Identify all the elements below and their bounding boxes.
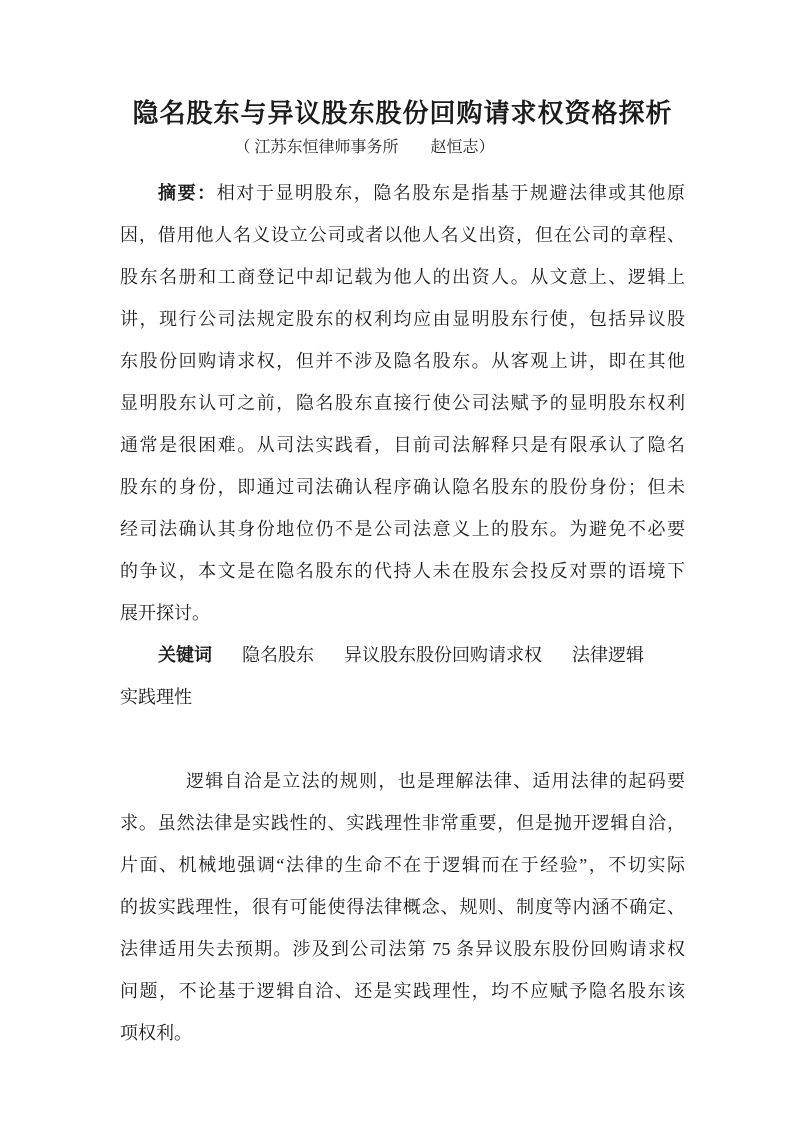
- abstract-label: 摘要：: [158, 183, 217, 203]
- keyword-term: 隐名股东: [242, 645, 314, 665]
- body-paragraph-line: 逻辑自洽是立法的规则，也是理解法律、适用法律的起码要: [186, 771, 685, 791]
- keywords-line: [120, 634, 685, 676]
- abstract-line: 经司法确认其身份地位仍不是公司法意义上的股东。为避免不必要: [120, 519, 685, 539]
- keywords-label: 关键词: [158, 645, 212, 665]
- abstract-last-line: 展开探讨。: [120, 603, 210, 623]
- abstract-line: 显明股东认可之前，隐名股东直接行使公司法赋予的显明股东权利: [120, 393, 685, 413]
- abstract-text: 相对于显明股东，隐名股东是指基于规避法律或其他原: [216, 183, 685, 203]
- document-body: [120, 172, 685, 1054]
- blank-line: [120, 718, 685, 760]
- abstract-line: 东股份回购请求权，但并不涉及隐名股东。从客观上讲，即在其他: [120, 351, 685, 371]
- body-paragraph-last-line: 项权利。: [120, 1023, 192, 1043]
- abstract-line: 讲，现行公司法规定股东的权利均应由显明股东行使，包括异议股: [120, 309, 685, 329]
- body-paragraph-line: 问题，不论基于逻辑自洽、还是实践理性，均不应赋予隐名股东该: [120, 981, 685, 1001]
- author-byline: （ 江苏东恒律师事务所 赵恒志）: [234, 139, 495, 156]
- abstract-line: [120, 172, 685, 214]
- abstract-line: 因，借用他人名义设立公司或者以他人名义出资，但在公司的章程、: [120, 225, 685, 245]
- keyword-term-wrapped: 实践理性: [120, 687, 192, 707]
- abstract-line: 股东的身份，即通过司法确认程序确认隐名股东的股份身份；但未: [120, 477, 685, 497]
- body-paragraph-line: 法律适用失去预期。涉及到公司法第 75 条异议股东股份回购请求权: [120, 939, 685, 959]
- body-paragraph-line: 片面、机械地强调“法律的生命不在于逻辑而在于经验”，不切实际: [120, 855, 685, 875]
- body-paragraph-line: 的拔实践理性，很有可能使得法律概念、规则、制度等内涵不确定、: [120, 897, 685, 917]
- abstract-line: 通常是很困难。从司法实践看，目前司法解释只是有限承认了隐名: [120, 435, 685, 455]
- body-paragraph-line: 求。虽然法律是实践性的、实践理性非常重要，但是抛开逻辑自洽，: [120, 813, 685, 833]
- abstract-line: 股东名册和工商登记中却记载为他人的出资人。从文意上、逻辑上: [120, 267, 685, 287]
- document-title: 隐名股东与异议股东股份回购请求权资格探析: [132, 99, 673, 128]
- keyword-term: 异议股东股份回购请求权: [344, 645, 542, 665]
- keyword-term: 法律逻辑: [572, 645, 644, 665]
- abstract-line: 的争议，本文是在隐名股东的代持人未在股东会投反对票的语境下: [120, 561, 685, 581]
